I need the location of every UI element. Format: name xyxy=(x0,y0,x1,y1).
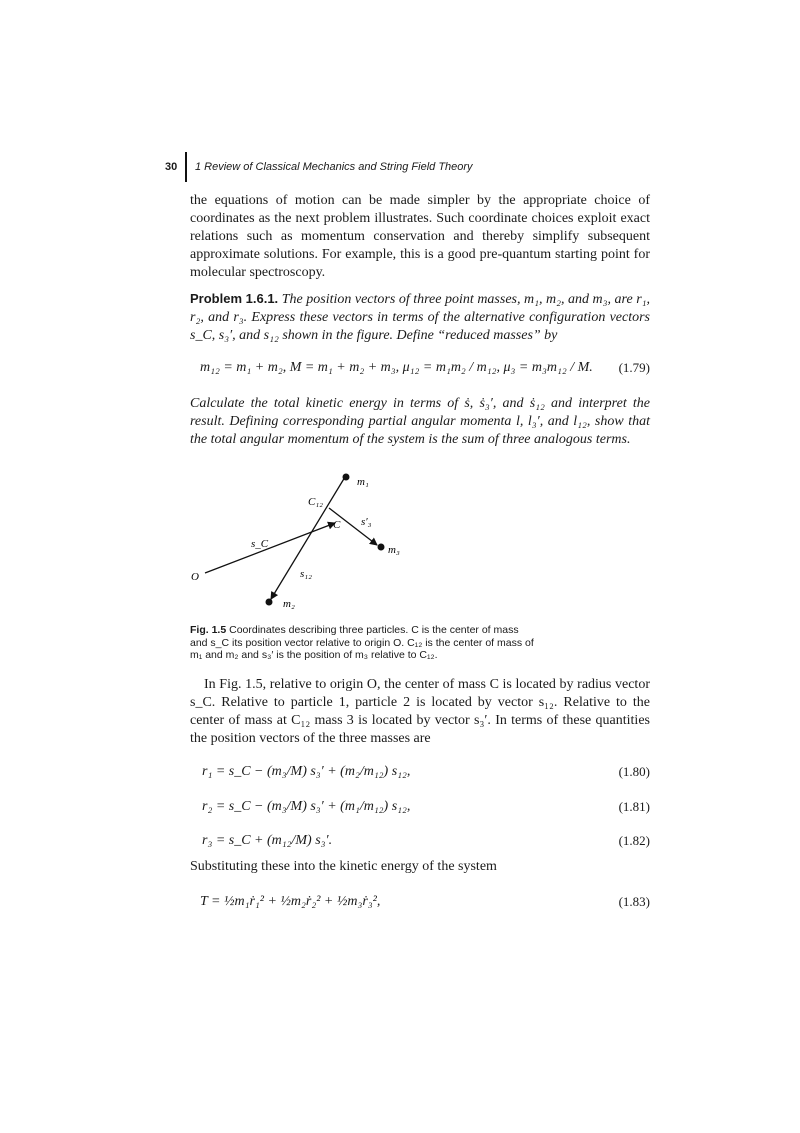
equation-number: (1.79) xyxy=(618,360,650,375)
label-m3: m₃ xyxy=(388,544,400,556)
label-s12: s₁₂ xyxy=(300,568,312,580)
paragraph-2: In Fig. 1.5, relative to origin O, the center of mass C is located by radius vector s_C. Relative to particle 1, particle 2 is located by vector s₁₂. Relative to the center of mass at C₁₂ mass 3 is located by vector s₃′. In terms of these quantities the position vectors of the three masses are xyxy=(190,677,650,746)
equation-expression: T = ½m₁ṙ₁² + ½m₂ṙ₂² + ½m₃ṙ₃², xyxy=(200,894,381,909)
label-s3p: s′₃ xyxy=(361,516,372,528)
equation-expression: m₁₂ = m₁ + m₂, M = m₁ + m₂ + m₃, μ₁₂ = m₁m₂ / m₁₂, μ₃ = m₃m₁₂ / M. xyxy=(200,360,593,375)
header-rule xyxy=(185,152,187,182)
intro-paragraph: the equations of motion can be made simpler by the appropriate choice of coordinates as the next problem illustrates. Such coordinate choices exploit exact relations such as momentum conservation and thereby simplify subsequent approximate solutions. For example, this is a good pre-quantum starting point for molecular spectroscopy. xyxy=(190,193,650,280)
equation-number: (1.82) xyxy=(618,833,650,848)
sC-vector xyxy=(205,523,335,573)
label-C12: C₁₂ xyxy=(308,496,323,508)
running-head xyxy=(165,152,473,182)
page-number: 30 xyxy=(165,161,178,173)
figure-caption xyxy=(190,624,535,662)
problem-text: The position vectors of three point masses, m₁, m₂, and m₃, are r₁, r₂, and r₃. Express these vectors in terms of the alternative configuration vectors s_C, s₃′, and s₁₂ shown in the figure. Define “reduced masses” by xyxy=(190,292,651,343)
equation-number: (1.83) xyxy=(618,894,650,909)
problem-followup: Calculate the total kinetic energy in terms of ṡ, ṡ₃′, and ṡ₁₂ and interpret the result. Defining corresponding partial angular momenta l, l₃′, and l₁₂, show that the total angular momentum of the system is the sum of three analogous terms. xyxy=(190,396,650,447)
chapter-title: 1 Review of Classical Mechanics and String Field Theory xyxy=(195,161,473,173)
mass-m3 xyxy=(378,544,385,551)
equation-expression: r₁ = s_C − (m₃/M) s₃′ + (m₂/m₁₂) s₁₂, xyxy=(202,764,411,779)
equation-expression: r₃ = s_C + (m₁₂/M) s₃′. xyxy=(202,833,333,848)
label-m1: m₁ xyxy=(357,476,369,488)
equation-number: (1.81) xyxy=(618,799,650,814)
mass-m2 xyxy=(266,599,273,606)
figure-three-particles xyxy=(185,465,425,615)
equation-1-80 xyxy=(190,752,650,792)
paragraph-3: Substituting these into the kinetic energy of the system xyxy=(190,859,497,874)
equation-expression: r₂ = s_C − (m₃/M) s₃′ + (m₁/m₁₂) s₁₂, xyxy=(202,799,411,814)
equation-1-83 xyxy=(190,884,650,924)
label-C: C xyxy=(333,519,341,531)
label-sC: s_C xyxy=(251,538,269,550)
mass-m1 xyxy=(343,474,350,481)
equation-1-79 xyxy=(190,352,650,392)
problem-label: Problem 1.6.1. xyxy=(190,291,279,306)
problem-statement xyxy=(190,290,650,345)
equation-number: (1.80) xyxy=(618,764,650,779)
caption-label: Fig. 1.5 xyxy=(190,624,227,636)
label-O: O xyxy=(191,571,199,583)
label-m2: m₂ xyxy=(283,598,295,610)
caption-text: Coordinates describing three particles. C is the center of mass and s_C its position vector relative to origin O. C₁₂ is the center of mass of m₁ and m₂ and s₃′ is the position of m₃ relative to C₁₂. xyxy=(190,624,534,661)
equation-1-82 xyxy=(190,821,650,861)
